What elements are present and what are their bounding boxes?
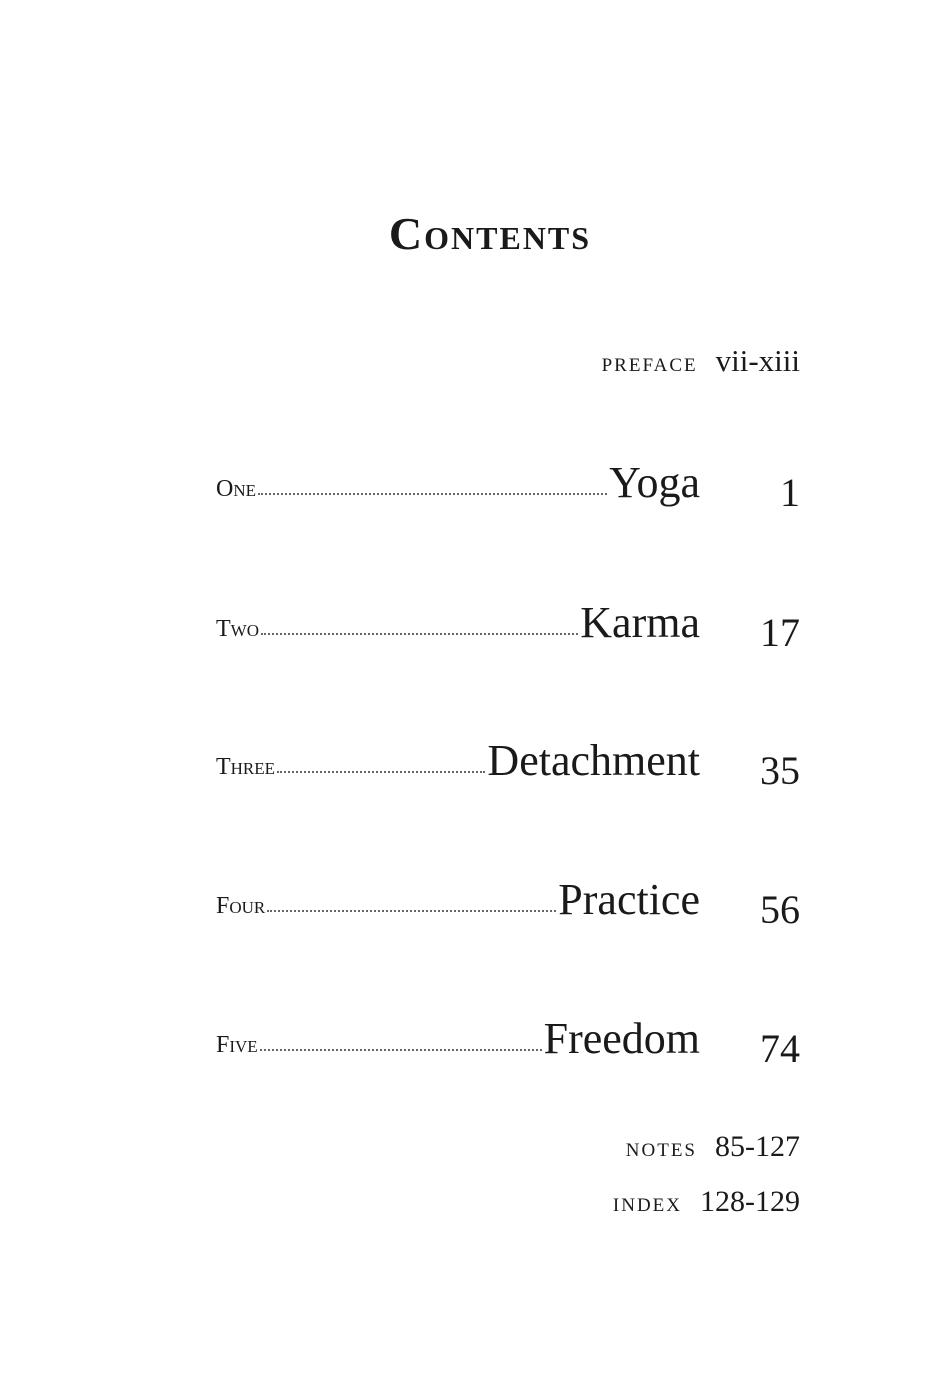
page-title: Contents [388, 207, 592, 259]
chapter-number: One [216, 476, 256, 502]
dot-leader [258, 493, 607, 495]
chapter-page-number: 56 [760, 887, 800, 932]
chapter-page-number: 17 [760, 610, 800, 655]
chapter-number: Two [216, 616, 259, 642]
chapter-number: Four [216, 893, 266, 919]
chapter-title: Detachment [487, 736, 700, 785]
chapter-title: Freedom [543, 1014, 700, 1063]
chapter-page-number: 35 [760, 748, 800, 793]
toc-entry-chapter-five[interactable] [216, 1001, 800, 1071]
index-label: index [612, 1187, 682, 1217]
toc-entry-chapter-three[interactable] [216, 723, 800, 793]
chapter-title: Yoga [609, 458, 700, 507]
chapter-page-number: 74 [760, 1026, 800, 1071]
preface-label: preface [601, 347, 698, 377]
toc-entry-chapter-two[interactable] [216, 585, 800, 655]
dot-leader [261, 633, 578, 635]
toc-entry-chapter-four[interactable] [216, 862, 800, 932]
preface-pages: vii-xiii [715, 343, 800, 378]
dot-leader [260, 1049, 542, 1051]
dot-leader [267, 910, 556, 912]
chapter-title: Practice [558, 875, 700, 924]
dot-leader [277, 771, 485, 773]
toc-entry-index[interactable] [613, 1187, 800, 1217]
toc-entry-chapter-one[interactable] [216, 445, 800, 515]
notes-pages: 85-127 [715, 1130, 800, 1163]
chapter-number: Five [216, 1032, 258, 1058]
toc-entry-preface[interactable] [602, 345, 800, 376]
index-pages: 128-129 [700, 1185, 800, 1218]
toc-entry-notes[interactable] [626, 1132, 800, 1162]
chapter-number: Three [216, 754, 276, 780]
chapter-title: Karma [580, 598, 700, 647]
chapter-page-number: 1 [780, 470, 800, 515]
notes-label: notes [625, 1132, 697, 1162]
